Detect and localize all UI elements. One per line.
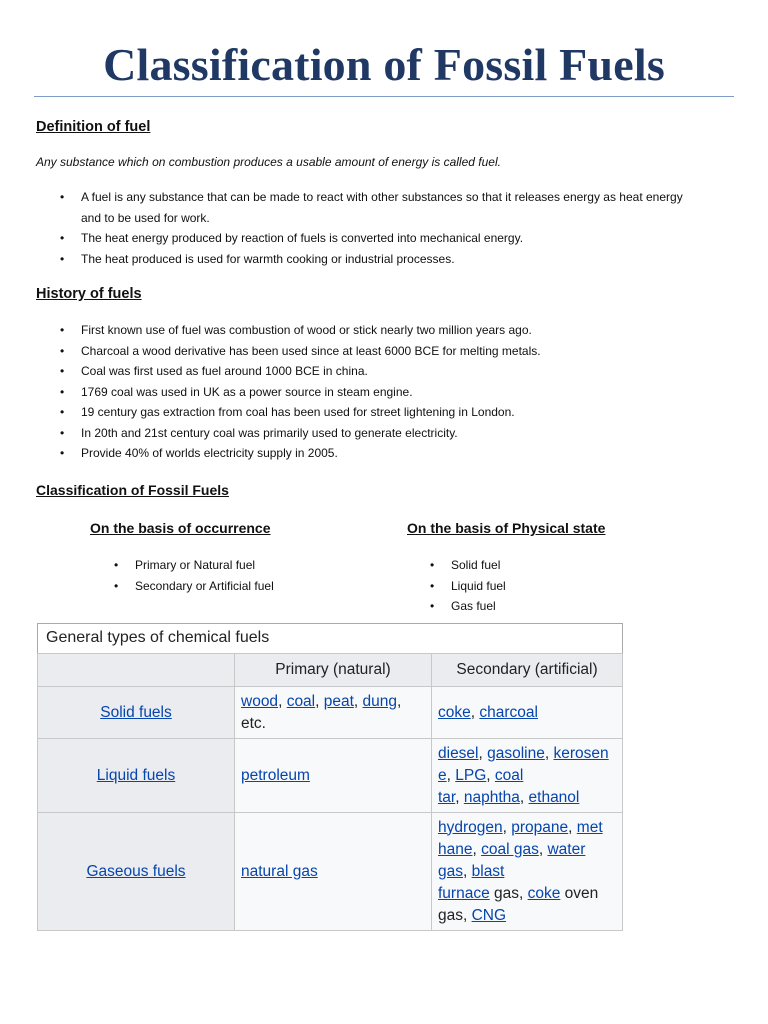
coal-tar-link[interactable]: coal: [494, 766, 524, 784]
kerosene-link[interactable]: kerosen: [553, 744, 609, 762]
hydrogen-link[interactable]: hydrogen: [438, 818, 503, 836]
propane-link[interactable]: propane: [511, 818, 569, 836]
row-label: [38, 813, 235, 931]
secondary-cell: hydrogen, propane, met hane, coal gas, water gas, blast furnace gas, coke oven gas, CNG: [432, 813, 623, 931]
list-item: • Primary or Natural fuel: [108, 555, 368, 576]
secondary-cell: coke, charcoal: [432, 687, 623, 739]
liquid-fuels-link[interactable]: Liquid fuels: [96, 766, 176, 784]
list-item: • The heat produced is used for warmth cooking or industrial processes.: [54, 249, 734, 270]
dung-link[interactable]: dung: [362, 692, 398, 710]
list-item: • 1769 coal was used in UK as a power source in steam engine.: [54, 382, 734, 403]
kerosene-link-continued[interactable]: e: [438, 766, 447, 784]
diesel-link[interactable]: diesel: [438, 744, 479, 762]
water-gas-link[interactable]: water: [547, 840, 586, 858]
wood-link[interactable]: wood: [241, 692, 279, 710]
definition-intro: Any substance which on combustion produces a usable amount of energy is called fuel.: [36, 155, 501, 169]
lpg-link[interactable]: LPG: [455, 766, 487, 784]
blast-furnace-link[interactable]: blast: [471, 862, 505, 880]
ethanol-link[interactable]: ethanol: [528, 788, 580, 806]
classification-heading: Classification of Fossil Fuels: [36, 482, 229, 498]
gaseous-fuels-link[interactable]: Gaseous fuels: [86, 862, 186, 880]
charcoal-link[interactable]: charcoal: [479, 703, 538, 721]
table-caption: General types of chemical fuels: [37, 623, 623, 653]
fuel-types-table: [37, 623, 623, 931]
solid-fuels-link[interactable]: Solid fuels: [100, 703, 172, 721]
title-divider: [34, 96, 734, 97]
list-item: • Solid fuel: [424, 555, 684, 576]
naphtha-link[interactable]: naphtha: [463, 788, 520, 806]
page-title: Classification of Fossil Fuels: [103, 39, 665, 90]
primary-cell: wood, coal, peat, dung, etc.: [235, 687, 432, 739]
list-item: • 19 century gas extraction from coal has been used for street lightening in London.: [54, 402, 734, 423]
row-label: [38, 687, 235, 739]
natural-gas-link[interactable]: natural gas: [241, 862, 318, 880]
primary-cell: [235, 813, 432, 931]
table-row: [38, 739, 623, 813]
table-header-row: [38, 654, 623, 687]
definition-bullet-list: [54, 187, 734, 269]
definition-heading: Definition of fuel: [36, 119, 151, 135]
list-item: • Liquid fuel: [424, 576, 684, 597]
blast-furnace-link-continued[interactable]: furnace: [438, 884, 490, 902]
secondary-cell: diesel, gasoline, kerosen e, LPG, coal tar, naphtha, ethanol: [432, 739, 623, 813]
occurrence-heading: On the basis of occurrence: [90, 520, 271, 536]
water-gas-link-continued[interactable]: gas: [438, 862, 463, 880]
physical-state-list: [424, 555, 684, 617]
history-bullet-list: [54, 320, 734, 464]
list-item: • Charcoal a wood derivative has been used since at least 6000 BCE for melting metals.: [54, 341, 734, 362]
list-item: • The heat energy produced by reaction of fuels is converted into mechanical energy.: [54, 228, 734, 249]
methane-link[interactable]: met: [576, 818, 603, 836]
row-label: [38, 739, 235, 813]
list-item: • Provide 40% of worlds electricity supply in 2005.: [54, 443, 734, 464]
physical-state-heading: On the basis of Physical state: [407, 520, 606, 536]
table-row: [38, 813, 623, 931]
list-item: • Gas fuel: [424, 596, 684, 617]
primary-cell: [235, 739, 432, 813]
coal-gas-link[interactable]: coal gas: [481, 840, 539, 858]
list-item: • In 20th and 21st century coal was primarily used to generate electricity.: [54, 423, 734, 444]
peat-link[interactable]: peat: [323, 692, 354, 710]
gasoline-link[interactable]: gasoline: [487, 744, 545, 762]
header-secondary: Secondary (artificial): [432, 654, 623, 687]
list-item: • Secondary or Artificial fuel: [108, 576, 368, 597]
list-item: • First known use of fuel was combustion of wood or stick nearly two million years ago.: [54, 320, 734, 341]
list-item: • A fuel is any substance that can be made to react with other substances so that it releases energy as heat energy and to be used for work.: [54, 187, 734, 228]
petroleum-link[interactable]: petroleum: [241, 766, 310, 784]
coal-link[interactable]: coal: [286, 692, 316, 710]
header-primary: Primary (natural): [235, 654, 432, 687]
list-item: • Coal was first used as fuel around 1000 BCE in china.: [54, 361, 734, 382]
coal-tar-link-continued[interactable]: tar: [438, 788, 456, 806]
header-empty: [38, 654, 235, 687]
table-row: [38, 687, 623, 739]
history-heading: History of fuels: [36, 286, 142, 302]
coke-link[interactable]: coke: [438, 703, 471, 721]
cng-link[interactable]: CNG: [471, 906, 507, 924]
methane-link-continued[interactable]: hane: [438, 840, 473, 858]
coke-oven-link[interactable]: coke: [527, 884, 561, 902]
occurrence-list: [108, 555, 368, 596]
